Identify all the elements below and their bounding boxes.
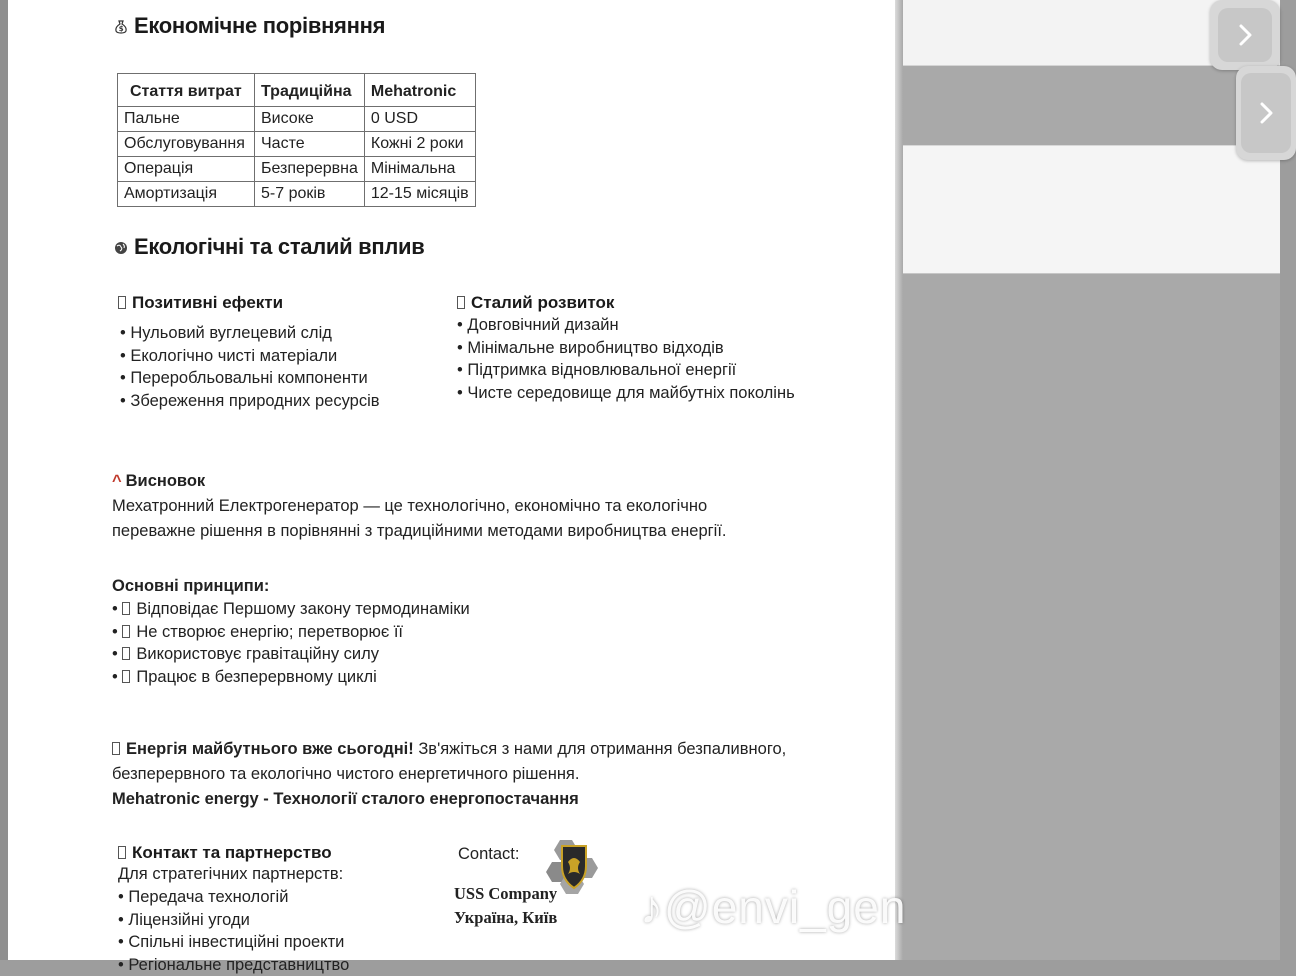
contact-title: Контакт та партнерство (132, 843, 332, 862)
tagline: Mehatronic energy - Технології сталого енергопостачання (112, 790, 579, 809)
list-item: • Збереження природних ресурсів (120, 390, 380, 413)
next-page-button-secondary[interactable] (1236, 66, 1296, 160)
table-cell: 5-7 років (255, 182, 365, 207)
table-cell: Високе (255, 107, 365, 132)
cta-rest: Зв'яжіться з нами для отримання безпаливного, (414, 740, 786, 758)
list-item: • Передача технологій (118, 886, 349, 909)
positive-effects-list (120, 322, 380, 412)
table-cell: Обслуговування (118, 132, 255, 157)
document-page (8, 0, 895, 960)
conclusion-heading (112, 472, 205, 491)
globe-icon (114, 241, 128, 255)
contact-heading (118, 843, 332, 863)
missing-glyph-icon (122, 602, 130, 615)
table-cell: Пальне (118, 107, 255, 132)
sustainable-list (457, 314, 795, 404)
chevron-right-icon (1232, 22, 1258, 48)
list-item: • Ліцензійні угоди (118, 909, 349, 932)
list-item: • Підтримка відновлювальної енергії (457, 359, 795, 382)
list-item: • Довговічний дизайн (457, 314, 795, 337)
list-item: • Не створює енергію; перетворює її (112, 621, 470, 644)
list-item: • Екологічно чисті матеріали (120, 345, 380, 368)
tiktok-watermark: ♪@envi_gen (640, 880, 906, 934)
list-item: • Працює в безперервному циклі (112, 666, 470, 689)
viewer-left-edge (0, 0, 8, 960)
partnership-list (118, 886, 349, 976)
viewer-background (903, 0, 1280, 960)
missing-glyph-icon (118, 296, 126, 309)
table-row (118, 182, 476, 207)
list-item: • Мінімальне виробництво відходів (457, 337, 795, 360)
missing-glyph-icon (122, 625, 130, 638)
table-cell: Кожні 2 роки (364, 132, 475, 157)
list-item: • Відповідає Першому закону термодинаміки (112, 598, 470, 621)
table-cell: Часте (255, 132, 365, 157)
adjacent-page-band (903, 145, 1280, 274)
cta-line-1 (112, 740, 786, 759)
economic-heading (114, 13, 385, 39)
table-cell: Амортизація (118, 182, 255, 207)
company-logo (546, 838, 598, 896)
principles-title: Основні принципи: (112, 577, 269, 596)
missing-glyph-icon (122, 647, 130, 660)
next-page-button[interactable] (1210, 0, 1280, 70)
eco-title: Екологічні та сталий вплив (134, 234, 425, 259)
missing-glyph-icon (122, 670, 130, 683)
table-header-row (118, 74, 476, 107)
positive-effects-title: Позитивні ефекти (132, 293, 283, 312)
list-item: • Переробльовальні компоненти (120, 367, 380, 390)
eco-heading (114, 234, 425, 260)
table-cell: Безперервна (255, 157, 365, 182)
list-item: • Регіональне представництво (118, 954, 349, 976)
list-item: • Використовує гравітаційну силу (112, 643, 470, 666)
table-row (118, 132, 476, 157)
svg-text:$: $ (119, 25, 124, 33)
missing-glyph-icon (112, 742, 120, 755)
table-header: Mehatronic (364, 74, 475, 107)
conclusion-title: Висновок (126, 472, 206, 490)
missing-glyph-icon (118, 846, 126, 859)
page-shadow (895, 0, 903, 960)
sustainable-heading (457, 293, 614, 313)
table-header: Традиційна (255, 74, 365, 107)
cta-line-2: безперервного та екологічно чистого енергетичного рішення. (112, 765, 579, 784)
partners-intro: Для стратегічних партнерств: (118, 865, 343, 884)
table-row (118, 107, 476, 132)
missing-glyph-icon (457, 296, 465, 309)
positive-effects-heading (118, 293, 283, 313)
conclusion-line-1: Мехатронний Електрогенератор — це технологічно, економічно та екологічно (112, 497, 707, 516)
company-name: USS Company (454, 884, 557, 904)
table-row (118, 157, 476, 182)
list-item: • Чисте середовище для майбутніх поколінь (457, 382, 795, 405)
sustainable-title: Сталий розвиток (471, 293, 614, 312)
cost-comparison-table (117, 73, 476, 207)
table-cell: 12-15 місяців (364, 182, 475, 207)
conclusion-line-2: переважне рішення в порівнянні з традиційними методами виробництва енергії. (112, 522, 727, 541)
principles-list (112, 598, 470, 688)
chevron-right-icon (1253, 100, 1279, 126)
money-bag-icon (114, 20, 128, 34)
table-cell: Мінімальна (364, 157, 475, 182)
list-item: • Спільні інвестиційні проекти (118, 931, 349, 954)
cta-highlight: Енергія майбутнього вже сьогодні! (126, 740, 414, 758)
contact-label: Contact: (458, 845, 519, 864)
table-header: Стаття витрат (118, 74, 255, 107)
list-item: • Нульовий вуглецевий слід (120, 322, 380, 345)
conclusion-marker: ^ (112, 472, 122, 490)
table-cell: Операція (118, 157, 255, 182)
economic-title: Економічне порівняння (134, 13, 385, 38)
table-cell: 0 USD (364, 107, 475, 132)
watermark-handle: @envi_gen (664, 881, 906, 933)
company-city: Україна, Київ (454, 908, 557, 928)
